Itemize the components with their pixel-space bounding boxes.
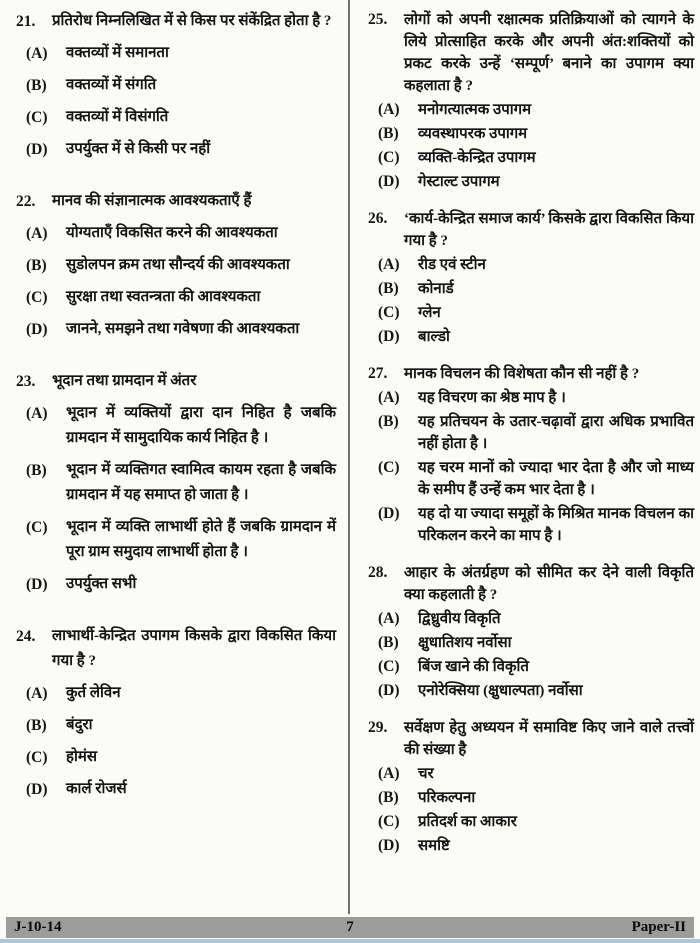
- option-row: [378, 608, 694, 630]
- option-label: (D): [378, 328, 400, 345]
- option-label: (C): [26, 289, 48, 306]
- question-header: [16, 369, 336, 394]
- option-row: [26, 515, 336, 565]
- footer-page-number: 7: [346, 919, 354, 935]
- option-label: (C): [26, 519, 48, 536]
- option-label: (B): [26, 717, 47, 734]
- option-text: यह विचरण का श्रेष्ठ माप है ।: [418, 390, 566, 406]
- option-text: गेस्टाल्ट उपागम: [418, 174, 500, 190]
- option-row: [378, 326, 694, 348]
- option-label: (B): [378, 789, 399, 806]
- option-text: उपर्युक्त में से किसी पर नहीं: [66, 141, 211, 157]
- options-list: [16, 41, 336, 162]
- option-label: (C): [26, 109, 48, 126]
- question-text: सर्वेक्षण हेतु अध्ययन में समाविष्ट किए जाने वाले तत्त्वों की संख्या है: [404, 720, 694, 758]
- option-text: उपर्युक्त सभी: [66, 576, 137, 592]
- option-label: (D): [26, 321, 48, 338]
- question-text: आहार के अंतर्ग्रहण को सीमित कर देने वाली विकृति क्या कहलाती है ?: [404, 565, 694, 603]
- option-row: [378, 99, 694, 121]
- option-text: बिंज खाने की विकृति: [418, 659, 529, 675]
- option-label: (C): [378, 304, 400, 321]
- option-label: (B): [378, 413, 399, 430]
- question-header: [368, 9, 694, 97]
- question-block: [368, 717, 694, 857]
- option-text: कुर्त लेविन: [66, 685, 121, 701]
- option-label: (B): [378, 125, 399, 142]
- question-text: लाभार्थी-केन्द्रित उपागम किसके द्वारा विकसित किया गया है ?: [52, 628, 336, 669]
- option-label: (A): [378, 101, 400, 118]
- option-label: (C): [378, 149, 400, 166]
- option-text: सुरक्षा तथा स्वतन्त्रता की आवश्यकता: [66, 289, 261, 305]
- option-text: यह प्रतिचयन के उतार-चढ़ावों द्वारा अधिक प्रभावित नहीं होता है ।: [418, 414, 694, 452]
- column-divider-line: [348, 0, 350, 914]
- option-row: [378, 278, 694, 300]
- question-header: [368, 363, 694, 385]
- option-row: [378, 835, 694, 857]
- option-row: [378, 763, 694, 785]
- options-list: [368, 387, 694, 547]
- question-text: भूदान तथा ग्रामदान में अंतर: [52, 373, 197, 389]
- option-label: (A): [378, 389, 400, 406]
- option-label: (A): [26, 685, 48, 702]
- option-text: वक्तव्यों में संगति: [66, 77, 157, 93]
- option-label: (C): [378, 658, 400, 675]
- option-label: (C): [378, 813, 400, 830]
- footer-paper-code: J-10-14: [14, 919, 62, 935]
- option-row: [378, 254, 694, 276]
- option-row: [378, 503, 694, 547]
- question-text: ‘कार्य-केन्द्रित समाज कार्य’ किसके द्वारा विकसित किया गया है ?: [404, 211, 694, 249]
- option-text: व्यक्ति-केन्द्रित उपागम: [418, 150, 536, 166]
- option-label: (C): [378, 459, 400, 476]
- option-text: ग्लेन: [418, 305, 441, 321]
- option-row: [378, 656, 694, 678]
- option-label: (B): [378, 280, 399, 297]
- option-text: कार्ल रोजर्स: [66, 781, 127, 797]
- option-row: [378, 302, 694, 324]
- option-text: द्विध्रुवीय विकृति: [418, 611, 501, 627]
- option-row: [378, 632, 694, 654]
- option-row: [378, 411, 694, 455]
- option-label: (B): [378, 634, 399, 651]
- option-text: क्षुधातिशय नर्वोसा: [418, 635, 512, 651]
- option-label: (A): [26, 225, 48, 242]
- option-text: भूदान में व्यक्तिगत स्वामित्व कायम रहता है जबकि ग्रामदान में यह समाप्त हो जाता है ।: [66, 462, 336, 503]
- option-text: कोनार्ड: [418, 281, 454, 297]
- option-label: (B): [26, 257, 47, 274]
- option-text: होमंस: [66, 749, 97, 765]
- left-column: [16, 9, 336, 829]
- option-label: (D): [26, 781, 48, 798]
- question-text: लोगों को अपनी रक्षात्मक प्रतिक्रियाओं को त्यागने के लिये प्रोत्साहित करके और अपनी अंत:शक्तियों को प्रकट करके उन्हें ‘सम्पूर्ण’ बनाने का उपागम क्या कहलाता है ?: [404, 12, 694, 94]
- option-label: (A): [26, 405, 48, 422]
- option-text: यह दो या ज्यादा समूहों के मिश्रित मानक विचलन का परिकलन करने का माप है ।: [418, 506, 694, 544]
- page-footer-bar: [6, 917, 694, 938]
- options-list: [368, 608, 694, 702]
- option-row: [378, 123, 694, 145]
- option-text: योग्यताएँ विकसित करने की आवश्यकता: [66, 225, 278, 241]
- options-list: [368, 254, 694, 348]
- options-list: [16, 221, 336, 342]
- option-text: एनोरेक्सिया (क्षुधाल्पता) नर्वोसा: [418, 683, 583, 699]
- question-number: 22.: [16, 193, 36, 210]
- question-header: [16, 189, 336, 214]
- option-row: [26, 137, 336, 162]
- question-header: [368, 717, 694, 761]
- question-header: [16, 624, 336, 674]
- option-row: [26, 253, 336, 278]
- option-row: [26, 745, 336, 770]
- option-label: (A): [378, 256, 400, 273]
- question-number: 28.: [368, 564, 388, 581]
- option-row: [26, 681, 336, 706]
- footer-paper-label: Paper-II: [631, 919, 686, 935]
- option-row: [378, 457, 694, 501]
- option-row: [378, 680, 694, 702]
- right-column: [368, 9, 694, 872]
- option-label: (D): [378, 837, 400, 854]
- option-row: [26, 41, 336, 66]
- option-text: मनोगत्यात्मक उपागम: [418, 102, 532, 118]
- options-list: [368, 763, 694, 857]
- option-label: (D): [26, 141, 48, 158]
- question-block: [16, 624, 336, 802]
- option-row: [26, 73, 336, 98]
- question-header: [16, 9, 336, 34]
- option-row: [26, 285, 336, 310]
- option-text: परिकल्पना: [418, 790, 476, 806]
- option-row: [26, 572, 336, 597]
- option-label: (D): [378, 505, 400, 522]
- option-text: भूदान में व्यक्तियों द्वारा दान निहित है जबकि ग्रामदान में सामुदायिक कार्य निहित है ।: [66, 405, 336, 446]
- option-row: [26, 221, 336, 246]
- option-label: (A): [26, 45, 48, 62]
- option-row: [378, 387, 694, 409]
- question-text: प्रतिरोध निम्नलिखित में से किस पर संकेंद्रित होता है ?: [52, 13, 332, 29]
- option-label: (B): [26, 462, 47, 479]
- option-row: [378, 787, 694, 809]
- question-block: [16, 9, 336, 162]
- option-row: [26, 105, 336, 130]
- question-number: 27.: [368, 365, 388, 382]
- options-list: [16, 401, 336, 597]
- option-label: (A): [378, 610, 400, 627]
- question-number: 29.: [368, 719, 388, 736]
- option-text: वक्तव्यों में समानता: [66, 45, 169, 61]
- question-block: [16, 369, 336, 597]
- option-row: [378, 147, 694, 169]
- option-label: (D): [378, 682, 400, 699]
- question-number: 24.: [16, 628, 36, 645]
- question-text: मानव की संज्ञानात्मक आवश्यकताएँ हैं: [52, 193, 252, 209]
- question-number: 21.: [16, 13, 36, 30]
- option-label: (C): [26, 749, 48, 766]
- option-label: (D): [26, 576, 48, 593]
- option-text: समष्टि: [418, 838, 450, 854]
- question-block: [368, 208, 694, 348]
- option-row: [26, 713, 336, 738]
- question-number: 23.: [16, 373, 36, 390]
- option-label: (A): [378, 765, 400, 782]
- option-text: भूदान में व्यक्ति लाभार्थी होते हैं जबकि ग्रामदान में पूरा ग्राम समुदाय लाभार्थी होता है ।: [66, 519, 336, 560]
- question-number: 25.: [368, 11, 388, 28]
- question-block: [16, 189, 336, 342]
- options-list: [16, 681, 336, 802]
- question-block: [368, 562, 694, 702]
- options-list: [368, 99, 694, 193]
- option-text: यह चरम मानों को ज्यादा भार देता है और जो माध्य के समीप हैं उन्हें कम भार देता है ।: [418, 460, 694, 498]
- option-label: (B): [26, 77, 47, 94]
- question-header: [368, 208, 694, 252]
- option-row: [378, 811, 694, 833]
- option-row: [378, 171, 694, 193]
- option-text: जानने, समझने तथा गवेषणा की आवश्यकता: [66, 321, 300, 337]
- option-text: सुडोलपन क्रम तथा सौन्दर्य की आवश्यकता: [66, 257, 290, 273]
- option-row: [26, 401, 336, 451]
- option-text: प्रतिदर्श का आकार: [418, 814, 517, 830]
- option-row: [26, 317, 336, 342]
- option-text: बंदुरा: [66, 717, 93, 733]
- option-text: रीड एवं स्टीन: [418, 257, 486, 273]
- question-number: 26.: [368, 210, 388, 227]
- question-block: [368, 9, 694, 193]
- question-block: [368, 363, 694, 547]
- option-text: बाल्डो: [418, 329, 450, 345]
- option-label: (D): [378, 173, 400, 190]
- scan-bottom-edge: [0, 939, 700, 943]
- question-header: [368, 562, 694, 606]
- option-text: चर: [418, 766, 434, 782]
- option-text: वक्तव्यों में विसंगति: [66, 109, 169, 125]
- option-text: व्यवस्थापरक उपागम: [418, 126, 528, 142]
- option-row: [26, 458, 336, 508]
- question-text: मानक विचलन की विशेषता कौन सी नहीं है ?: [404, 366, 640, 382]
- option-row: [26, 777, 336, 802]
